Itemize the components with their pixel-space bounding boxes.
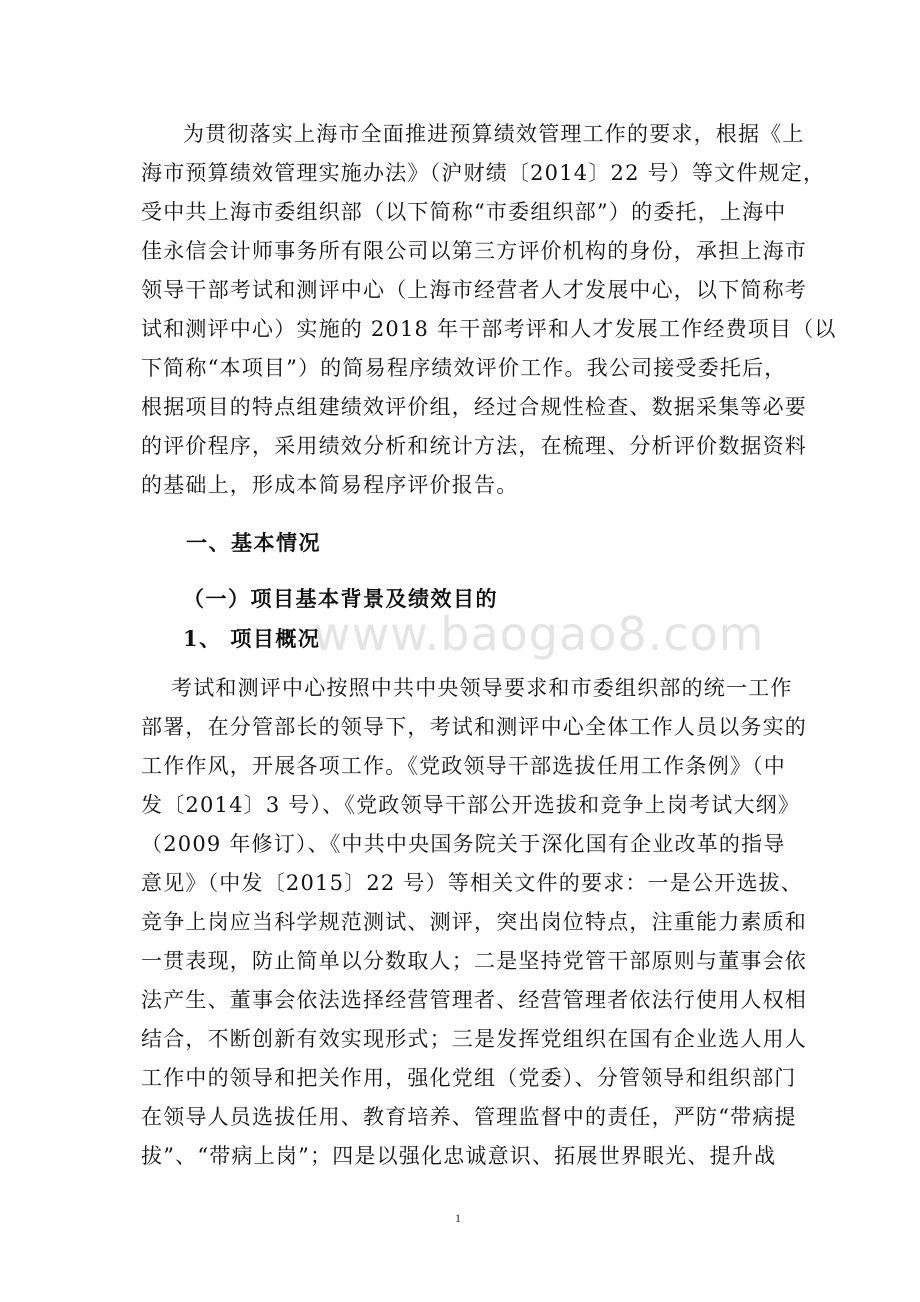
body-line: 意见》（中发〔2015〕22 号）等相关文件的要求：一是公开选拔、 bbox=[141, 871, 803, 895]
body-line: 工作作风，开展各项工作。《党政领导干部选拔任用工作条例》（中 bbox=[141, 754, 786, 778]
item-heading: 1、 项目概况 bbox=[183, 626, 321, 651]
body-line: 考试和测评中心按照中共中央领导要求和市委组织部的统一工作 bbox=[171, 676, 793, 700]
body-line: 一贯表现，防止简单以分数取人；二是坚持党管干部原则与董事会依 bbox=[141, 949, 807, 973]
intro-line: 受中共上海市委组织部（以下简称“市委组织部”）的委托，上海中 bbox=[141, 200, 787, 224]
body-line: 结合，不断创新有效实现形式；三是发挥党组织在国有企业选人用人 bbox=[141, 1027, 807, 1051]
body-line: 竞争上岗应当科学规范测试、测评，突出岗位特点，注重能力素质和 bbox=[141, 910, 807, 934]
intro-line: 领导干部考试和测评中心（上海市经营者人才发展中心，以下简称考 bbox=[141, 278, 807, 302]
intro-line: 试和测评中心）实施的 2018 年干部考评和人才发展工作经费项目（以 bbox=[141, 317, 837, 341]
watermark: www.baogao8.com bbox=[313, 607, 765, 661]
body-line: 发〔2014〕3 号）、《党政领导干部公开选拔和竞争上岗考试大纲》 bbox=[141, 793, 801, 817]
intro-line: 下简称“本项目”）的简易程序绩效评价工作。我公司接受委托后， bbox=[141, 356, 787, 380]
intro-line: 佳永信会计师事务所有限公司以第三方评价机构的身份，承担上海市 bbox=[141, 239, 807, 263]
body-line: 法产生、董事会依法选择经营管理者、经营管理者依法行使用人权相 bbox=[141, 988, 807, 1012]
intro-line: 为贯彻落实上海市全面推进预算绩效管理工作的要求，根据《上 bbox=[183, 122, 805, 146]
intro-line: 海市预算绩效管理实施办法》（沪财绩〔2014〕22 号）等文件规定， bbox=[141, 161, 826, 185]
intro-line: 的基础上，形成本简易程序评价报告。 bbox=[141, 473, 519, 497]
section-heading: 一、基本情况 bbox=[186, 530, 321, 555]
subsection-heading: （一）项目基本背景及绩效目的 bbox=[183, 586, 498, 611]
body-line: （2009 年修订）、《中共中央国务院关于深化国有企业改革的指导 bbox=[141, 832, 786, 856]
body-line: 在领导人员选拔任用、教育培养、管理监督中的责任，严防“带病提 bbox=[141, 1105, 797, 1129]
intro-line: 根据项目的特点组建绩效评价组，经过合规性检查、数据采集等必要 bbox=[141, 395, 807, 419]
body-line: 拔”、“带病上岗”；四是以强化忠诚意识、拓展世界眼光、提升战 bbox=[141, 1144, 777, 1168]
page-number: 1 bbox=[455, 1211, 461, 1225]
body-line: 工作中的领导和把关作用，强化党组（党委）、分管领导和组织部门 bbox=[141, 1066, 797, 1090]
body-line: 部署，在分管部长的领导下，考试和测评中心全体工作人员以务实的 bbox=[141, 715, 807, 739]
intro-line: 的评价程序，采用绩效分析和统计方法，在梳理、分析评价数据资料 bbox=[141, 434, 807, 458]
